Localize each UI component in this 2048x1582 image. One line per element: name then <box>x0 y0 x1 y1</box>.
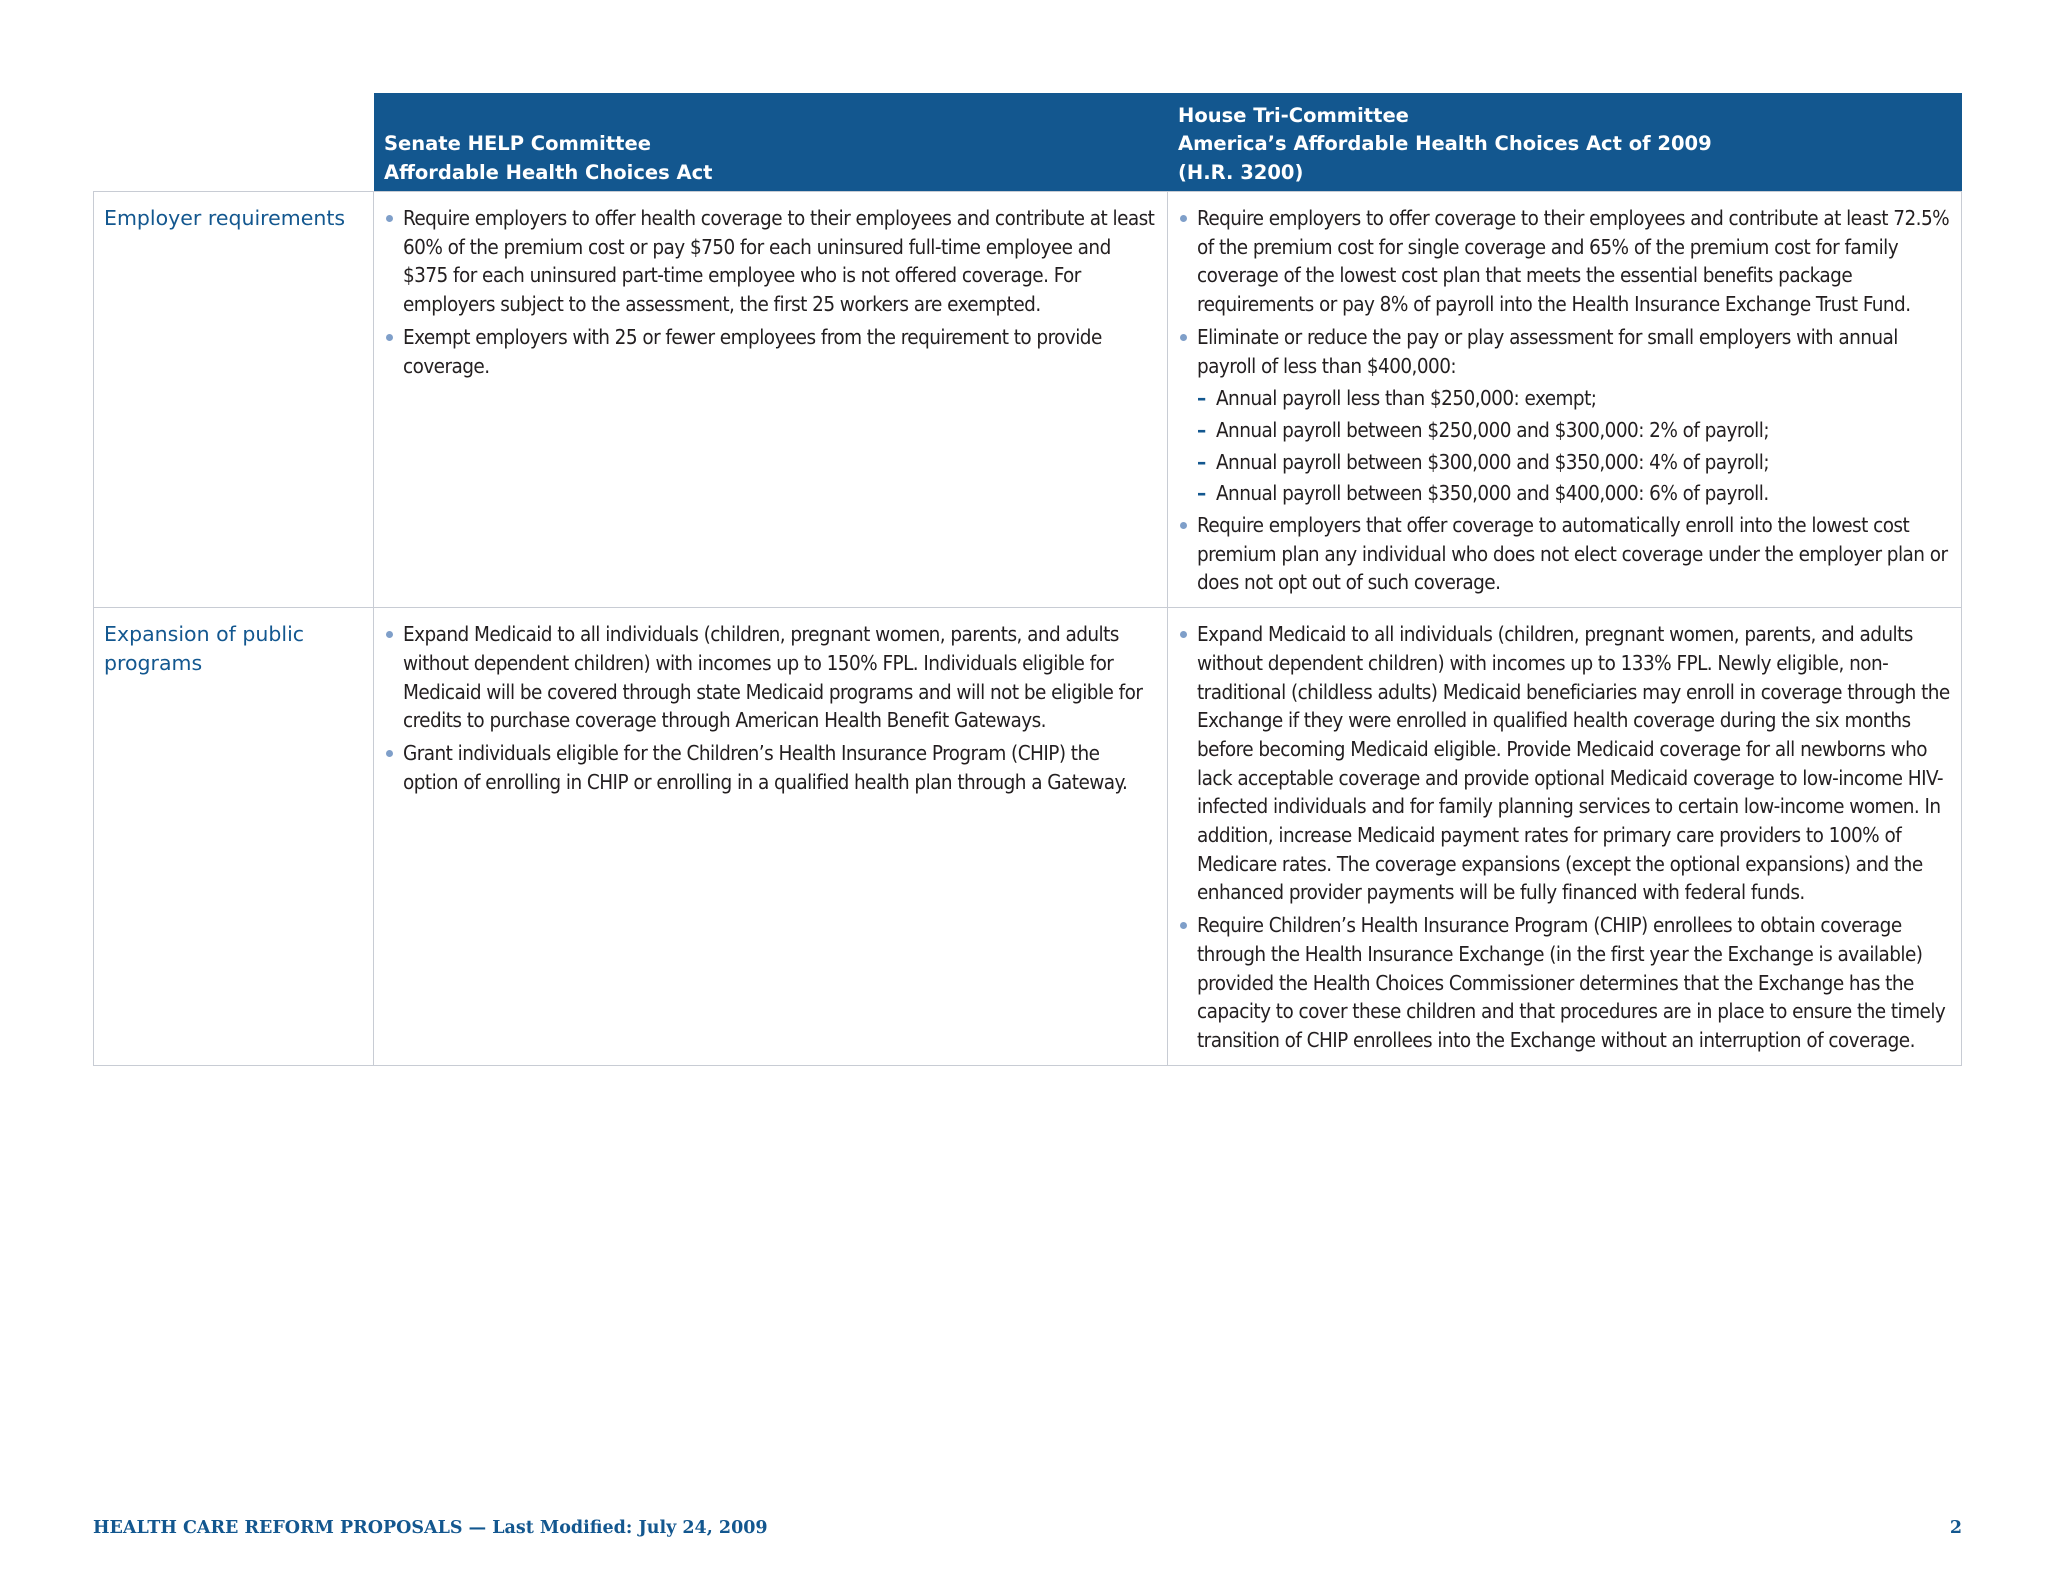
footer-title: HEALTH CARE REFORM PROPOSALS — Last Modified: July 24, 2009 <box>93 1518 768 1538</box>
list-item-text: Exempt employers with 25 or fewer employees from the requirement to provide coverage. <box>403 324 1102 378</box>
row-label: Employer requirements <box>94 192 374 607</box>
sub-list-item-text: Annual payroll between $300,000 and $350,000: 4% of payroll; <box>1216 449 1770 474</box>
list-item-text: Expand Medicaid to all individuals (children, pregnant women, parents, and adults without dependent children) with incomes up to 150% FPL. Individuals eligible for Medicaid will be covered through state Medicaid programs and will not be eligible for credits to purchase coverage through American Health Benefit Gateways. <box>403 622 1143 733</box>
dash-icon: – <box>1197 386 1206 411</box>
bullet-icon <box>386 631 393 638</box>
table-row <box>93 608 1962 1066</box>
bullet-icon <box>1180 631 1187 638</box>
dash-icon: – <box>1197 417 1206 442</box>
bullet-icon <box>1180 215 1187 222</box>
sub-list-item <box>1197 384 1951 413</box>
comparison-table <box>93 93 1962 1066</box>
table-header <box>93 93 1962 191</box>
bullet-icon <box>386 215 393 222</box>
list-item-text: Require employers to offer health coverage to their employees and contribute at least 60% of the premium cost or pay $750 for each uninsured full-time employee and $375 for each uninsured part-time employee who is not offered coverage. For employers subject to the assessment, the first 25 workers are exempted. <box>403 206 1155 317</box>
bullet-icon <box>1180 922 1187 929</box>
list-item <box>384 204 1157 319</box>
list-item <box>1178 511 1951 597</box>
sub-list-item <box>1197 479 1951 508</box>
table-row <box>93 191 1962 608</box>
house-cell <box>1168 192 1961 607</box>
list-item <box>1178 620 1951 907</box>
list-item <box>384 620 1157 735</box>
header-house <box>1168 93 1962 191</box>
list-item-text: Grant individuals eligible for the Children’s Health Insurance Program (CHIP) the option of enrolling in CHIP or enrolling in a qualified health plan through a Gateway. <box>403 740 1128 794</box>
house-cell <box>1168 608 1961 1065</box>
bullet-icon <box>386 334 393 341</box>
page-number: 2 <box>1949 1518 1962 1538</box>
header-house-line: America’s Affordable Health Choices Act of 2009 <box>1178 132 1712 155</box>
dash-icon: – <box>1197 481 1206 506</box>
header-senate-line: Senate HELP Committee <box>384 132 651 155</box>
dash-icon: – <box>1197 449 1206 474</box>
header-blank-cell <box>93 93 374 191</box>
list-item-text: Require employers that offer coverage to automatically enroll into the lowest cost premium plan any individual who does not elect coverage under the employer plan or does not opt out of such coverage. <box>1197 513 1948 595</box>
header-house-line: House Tri-Committee <box>1178 103 1409 127</box>
list-item <box>384 739 1157 796</box>
sub-list-item-text: Annual payroll between $250,000 and $300,000: 2% of payroll; <box>1216 417 1770 442</box>
header-senate <box>374 93 1168 191</box>
row-label: Expansion of public programs <box>94 608 374 1065</box>
list-item-text: Eliminate or reduce the pay or play assessment for small employers with annual payroll of less than $400,000: <box>1197 324 1898 378</box>
header-senate-line: Affordable Health Choices Act <box>384 160 713 184</box>
list-item <box>1178 323 1951 380</box>
list-item <box>384 323 1157 380</box>
sub-list-item-text: Annual payroll between $350,000 and $400,000: 6% of payroll. <box>1216 481 1769 506</box>
senate-cell <box>374 608 1168 1065</box>
list-item-text: Require Children’s Health Insurance Program (CHIP) enrollees to obtain coverage through the Health Insurance Exchange (in the first year the Exchange is available) provided the Health Choices Commissioner determines that the Exchange has the capacity to cover these children and that procedures are in place to ensure the timely transition of CHIP enrollees into the Exchange without an interruption of coverage. <box>1197 913 1946 1052</box>
sub-list-item-text: Annual payroll less than $250,000: exempt; <box>1216 386 1597 411</box>
bullet-icon <box>1180 522 1187 529</box>
list-item <box>1178 204 1951 319</box>
sub-list-item <box>1197 416 1951 445</box>
header-house-line: (H.R. 3200) <box>1178 160 1304 184</box>
senate-cell <box>374 192 1168 607</box>
list-item <box>1178 911 1951 1055</box>
list-item-text: Require employers to offer coverage to their employees and contribute at least 72.5% of the premium cost for single coverage and 65% of the premium cost for family coverage of the lowest cost plan that meets the essential benefits package requirements or pay 8% of payroll into the Health Insurance Exchange Trust Fund. <box>1197 206 1950 317</box>
sub-list-item <box>1197 448 1951 477</box>
page-footer <box>93 1518 1962 1538</box>
bullet-icon <box>386 750 393 757</box>
bullet-icon <box>1180 334 1187 341</box>
list-item-text: Expand Medicaid to all individuals (children, pregnant women, parents, and adults without dependent children) with incomes up to 133% FPL. Newly eligible, non-traditional (childless adults) Medicaid beneficiaries may enroll in coverage through the Exchange if they were enrolled in qualified health coverage during the six months before becoming Medicaid eligible. Provide Medicaid coverage for all newborns who lack acceptable coverage and provide optional Medicaid coverage to low-income HIV-infected individuals and for family planning services to certain low-income women. In addition, increase Medicaid payment rates for primary care providers to 100% of Medicare rates. The coverage expansions (except the optional expansions) and the enhanced provider payments will be fully financed with federal funds. <box>1197 622 1950 905</box>
